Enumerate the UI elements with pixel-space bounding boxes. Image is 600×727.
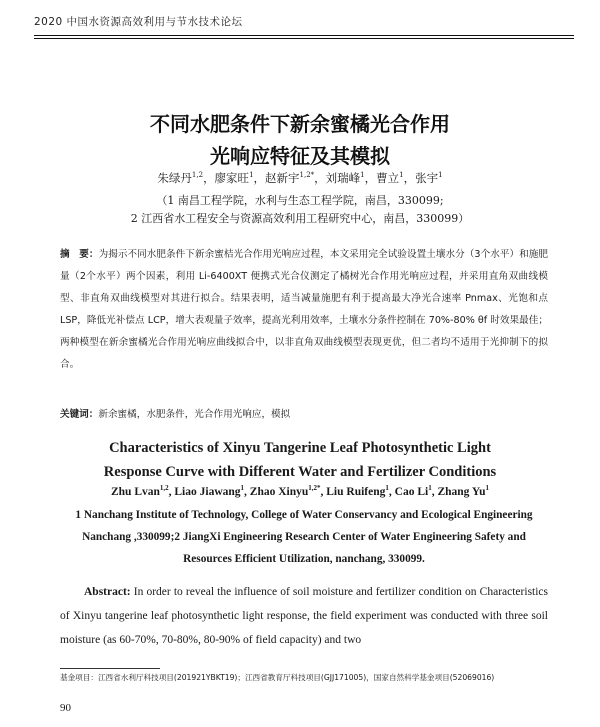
author-cn-5: ，曹立 xyxy=(364,171,400,185)
keywords-cn-text: 新余蜜橘，水肥条件，光合作用光响应，模拟 xyxy=(98,409,291,420)
author-cn-5-sup: 1 xyxy=(399,171,404,180)
title-en-line1: Characteristics of Xinyu Tangerine Leaf Photosynthetic Light xyxy=(109,440,491,456)
author-cn-6-sup: 1 xyxy=(438,171,443,180)
author-cn-3-sup: 1,2* xyxy=(299,171,315,180)
funding-footnote: 基金项目：江西省水利厅科技项目(201921YBKT19)；江西省教育厅科技项目(GJJ171005)，国家自然科学基金项目(52069016) xyxy=(60,673,495,682)
title-en-line2: Response Curve with Different Water and Fertilizer Conditions xyxy=(103,464,497,480)
author-en-4: , Liu Ruifeng xyxy=(320,485,386,498)
title-cn-line1: 不同水肥条件下新余蜜橘光合作用 xyxy=(150,112,450,136)
abstract-en-label: Abstract: xyxy=(84,586,131,598)
abstract-en-text: In order to reveal the influence of soil moisture and fertilizer condition on Characteristics of Xinyu tangerine leaf photosynthetic light response, the field experiment was conducted with three soil moisture (as 60-70%, 70-80%, 80-90% of field capacity) and two xyxy=(60,586,549,646)
keywords-cn-label: 关键词： xyxy=(60,409,99,420)
abstract-en xyxy=(60,580,548,652)
affiliation-cn-line1: （1 南昌工程学院，水利与生态工程学院，南昌，330099; xyxy=(156,194,444,207)
author-cn-2-sup: 1 xyxy=(249,171,254,180)
authors-cn xyxy=(0,170,600,186)
author-cn-4-sup: 1 xyxy=(360,171,365,180)
author-cn-2: ，廖家旺 xyxy=(203,171,250,185)
running-header: 2020 中国水资源高效利用与节水技术论坛 xyxy=(34,16,243,28)
keywords-cn xyxy=(60,406,548,420)
footnote-rule xyxy=(60,668,160,669)
author-en-2: , Liao Jiawang xyxy=(168,485,241,498)
author-en-5: , Cao Li xyxy=(388,485,429,498)
author-cn-3: ，赵新宇 xyxy=(253,171,300,185)
author-en-4-sup: 1 xyxy=(385,484,389,492)
page-number: 90 xyxy=(60,702,71,714)
author-en-1: Zhu Lvan xyxy=(110,485,160,498)
authors-en xyxy=(0,484,600,498)
author-cn-1-sup: 1,2 xyxy=(191,171,204,180)
header-rule-thin xyxy=(34,38,574,39)
affiliation-cn-line2: 2 江西省水工程安全与资源高效利用工程研究中心，南昌，330099） xyxy=(130,212,470,225)
author-en-6-sup: 1 xyxy=(485,484,489,492)
author-cn-4: ，刘瑞峰 xyxy=(314,171,361,185)
title-cn-line2: 光响应特征及其模拟 xyxy=(210,144,390,168)
affiliation-en: 1 Nanchang Institute of Technology, College of Water Conservancy and Ecological Engineering Nanchang ,330099;2 JiangXi Engineering Research Center of Water Engineering Safety and Resources Efficient Utilization, nanchang, 330099. xyxy=(75,509,533,565)
abstract-cn xyxy=(60,244,548,376)
author-cn-6: ，张宇 xyxy=(403,171,439,185)
author-en-2-sup: 1 xyxy=(240,484,245,492)
author-en-1-sup: 1,2 xyxy=(159,484,169,492)
author-en-3: , Zhao Xinyu xyxy=(244,485,309,498)
author-cn-1: 朱绿丹 xyxy=(157,171,192,185)
abstract-cn-text: 为揭示不同水肥条件下新余蜜桔光合作用光响应过程，本文采用完全试验设置土壤水分（3个水平）和施肥量（2个水平）两个因素，利用 Li-6400XT 便携式光合仪测定了橘树光合作用光响应过程，并采用直角双曲线模型、非直角双曲线模型对其进行拟合。结果表明，适当减量施肥有利于提高最大净光合速率 Pnmax、光饱和点 LSP，降低光补偿点 LCP，增大表观量子效率，提高光利用效率，土壤水分条件控制在 70%-80% θf 时效果最佳；两种模型在新余蜜橘光合作用光响应曲线拟合中，以非直角双曲线模型表现更优，但二者均不适用于光抑制下的拟合。 xyxy=(60,249,549,370)
author-en-5-sup: 1 xyxy=(428,484,432,492)
author-en-6: , Zhang Yu xyxy=(431,485,486,498)
author-en-3-sup: 1,2* xyxy=(308,484,321,492)
abstract-cn-label: 摘 要： xyxy=(60,249,99,260)
header-rule xyxy=(34,35,574,36)
